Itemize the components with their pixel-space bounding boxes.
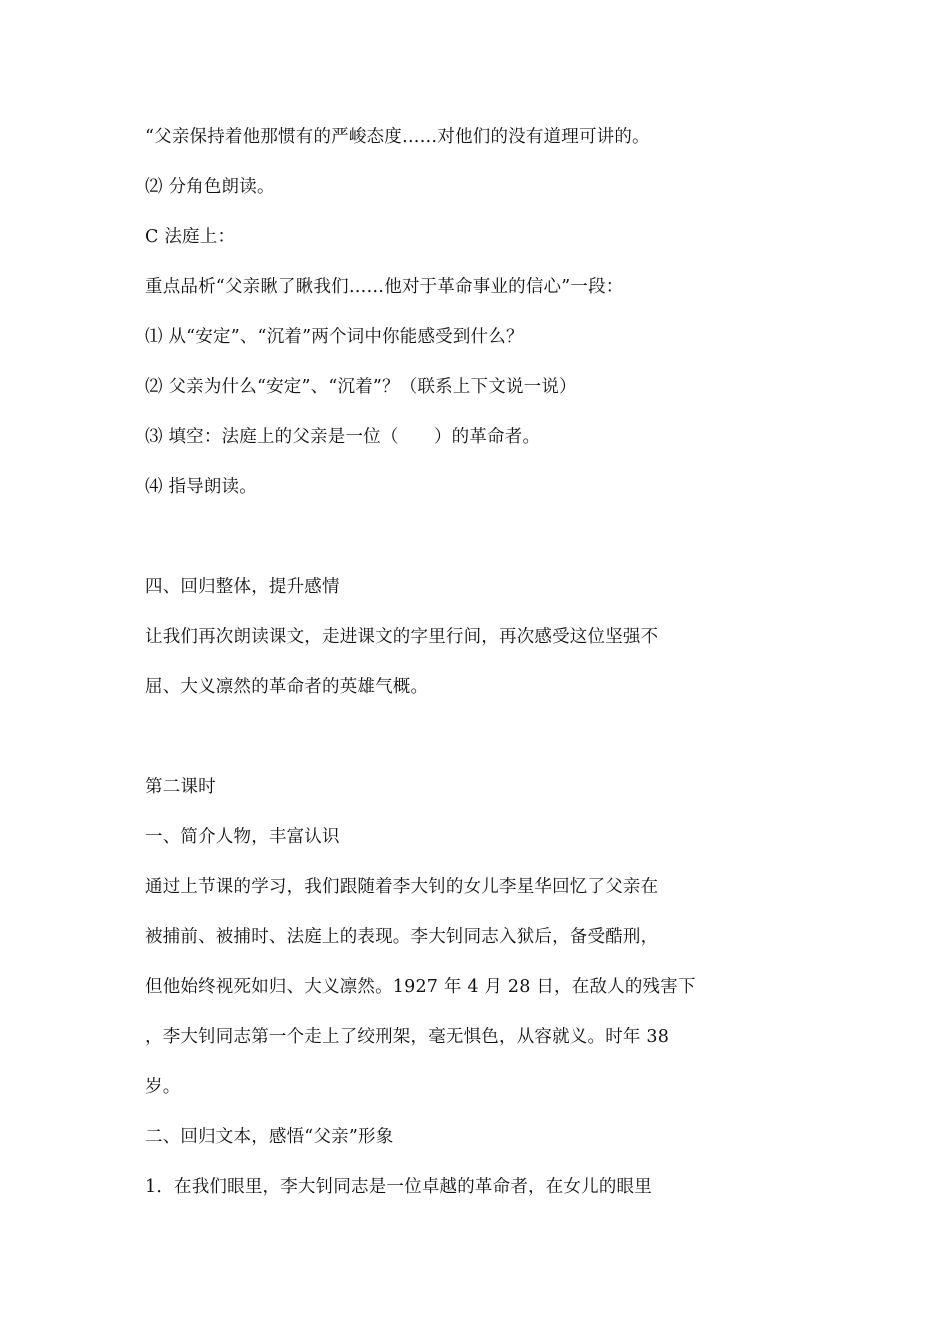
lesson-heading: 第二课时 <box>145 777 216 797</box>
paragraph-line: 通过上节课的学习，我们跟随着李大钊的女儿李星华回忆了父亲在 <box>145 877 659 897</box>
text-line-analysis: 重点品析“父亲瞅了瞅我们……他对于革命事业的信心”一段： <box>145 277 624 297</box>
paragraph-line: ，李大钊同志第一个走上了绞刑架，毫无惧色，从容就义。时年 38 <box>145 1027 670 1047</box>
question-item-1: ⑴ 从“安定”、“沉着”两个词中你能感受到什么？ <box>145 327 524 347</box>
paragraph-line: 被捕前、被捕时、法庭上的表现。李大钊同志入狱后，备受酷刑， <box>145 927 659 947</box>
paragraph-line: 屈、大义凛然的革命者的英雄气概。 <box>145 677 429 697</box>
text-line-quote: “父亲保持着他那惯有的严峻态度……对他们的没有道理可讲的。 <box>145 127 650 147</box>
section-heading-one: 一、简介人物，丰富认识 <box>145 827 340 847</box>
section-heading-two: 二、回归文本，感悟“父亲”形象 <box>145 1127 394 1147</box>
question-item-2: ⑵ 父亲为什么“安定”、“沉着”？（联系上下文说一说） <box>145 377 577 397</box>
section-heading-four: 四、回归整体，提升感情 <box>145 577 340 597</box>
paragraph-line: 1．在我们眼里，李大钊同志是一位卓越的革命者，在女儿的眼里 <box>145 1177 652 1197</box>
text-line-role-reading: ⑵ 分角色朗读。 <box>145 177 275 197</box>
question-item-3: ⑶ 填空：法庭上的父亲是一位（ ）的革命者。 <box>145 427 541 447</box>
paragraph-line: 但他始终视死如归、大义凛然。1927 年 4 月 28 日，在敌人的残害下 <box>145 977 696 997</box>
paragraph-line: 让我们再次朗读课文，走进课文的字里行间，再次感受这位坚强不 <box>145 627 659 647</box>
section-heading-court: C 法庭上： <box>145 227 236 247</box>
paragraph-line: 岁。 <box>145 1077 181 1097</box>
question-item-4: ⑷ 指导朗读。 <box>145 477 257 497</box>
